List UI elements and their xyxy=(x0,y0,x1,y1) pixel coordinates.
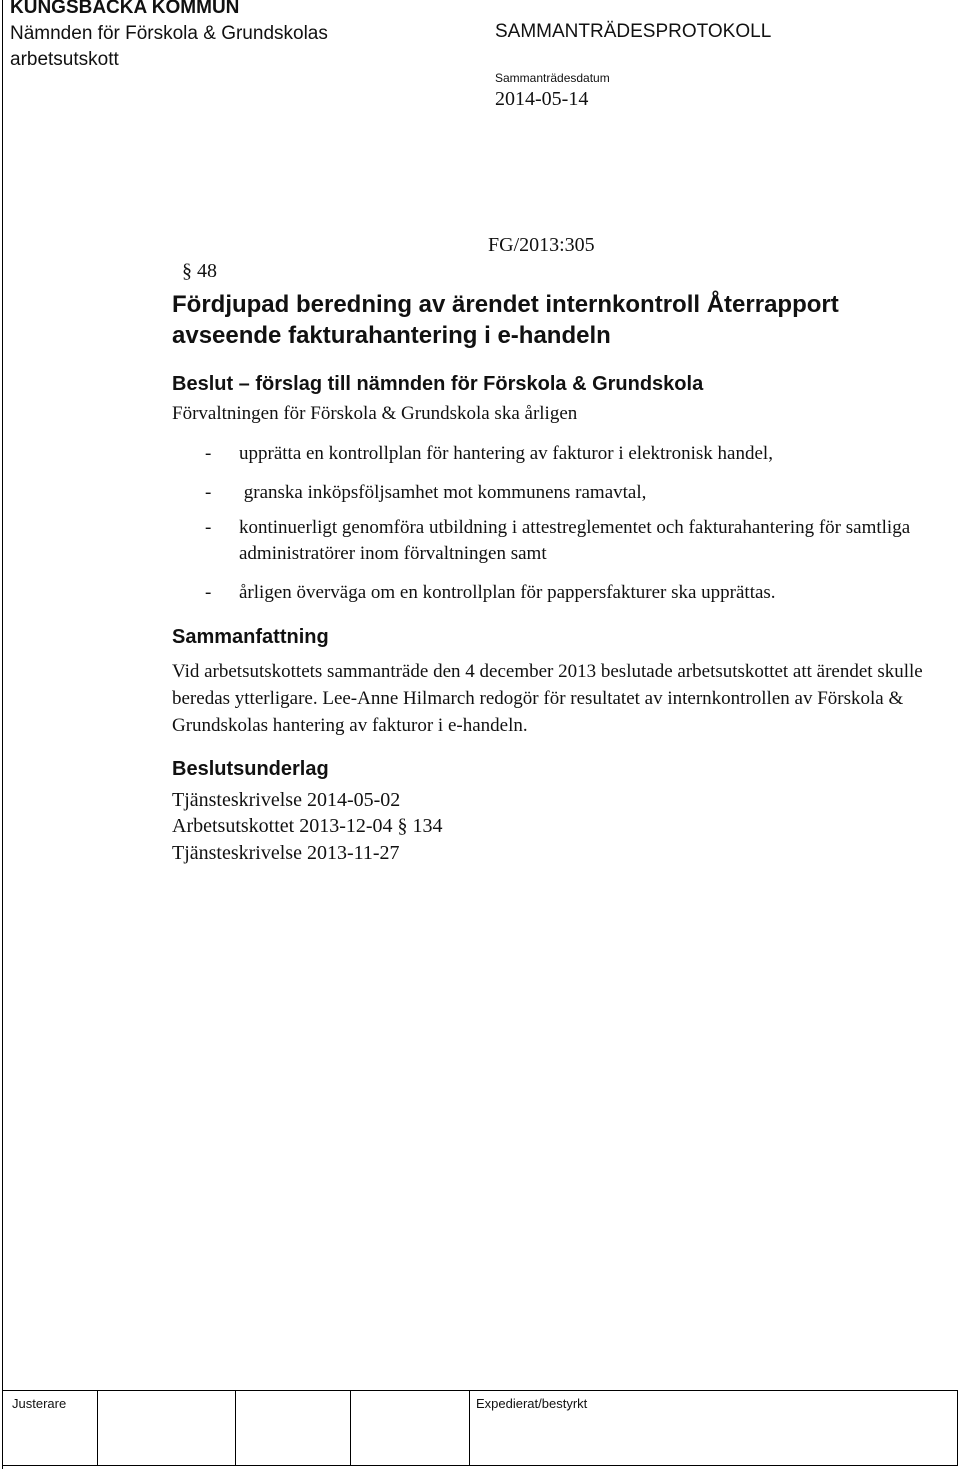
footer-top-rule xyxy=(2,1390,958,1391)
organization-name: KUNGSBACKA KOMMUN xyxy=(10,0,240,18)
basis-item: Tjänsteskrivelse 2014-05-02 xyxy=(172,789,401,811)
footer-divider xyxy=(235,1390,236,1466)
decision-heading: Beslut – förslag till nämnden för Förskola & Grundskola xyxy=(172,373,704,395)
paragraph-sign: § xyxy=(182,260,192,282)
committee-name: Nämnden för Förskola & Grundskolas arbetsutskott xyxy=(10,23,328,70)
item-title: Fördjupad beredning av ärendet internkontroll Återrapport avseende fakturahantering i e-handeln xyxy=(172,291,839,349)
footer-divider xyxy=(97,1390,98,1466)
footer-divider xyxy=(469,1390,470,1466)
list-item-text: årligen överväga om en kontrollplan för pappersfakturer ska upprättas. xyxy=(239,582,776,603)
footer-bottom-rule xyxy=(2,1465,958,1466)
summary-text: Vid arbetsutskottets sammanträde den 4 december 2013 beslutade arbetsutskottet att ärendet skulle beredas ytterligare. Lee-Anne Hilmarch redogör för resultatet av internkontrollen av Förskola & Grundskolas hantering av fakturor i e-handeln. xyxy=(172,661,923,736)
footer-divider xyxy=(350,1390,351,1466)
meeting-date: 2014-05-14 xyxy=(495,88,589,110)
meeting-date-label: Sammanträdesdatum xyxy=(495,71,610,85)
list-dash: - xyxy=(205,482,212,503)
list-dash: - xyxy=(205,582,212,603)
summary-heading: Sammanfattning xyxy=(172,626,329,648)
case-reference: FG/2013:305 xyxy=(488,234,595,256)
basis-item: Tjänsteskrivelse 2013-11-27 xyxy=(172,842,400,864)
decision-intro: Förvaltningen för Förskola & Grundskola ska årligen xyxy=(172,403,578,424)
page-frame-left xyxy=(2,0,3,1469)
paragraph-number: 48 xyxy=(197,260,217,282)
expedierat-label: Expedierat/bestyrkt xyxy=(476,1396,588,1411)
basis-heading: Beslutsunderlag xyxy=(172,758,329,780)
document-type: SAMMANTRÄDESPROTOKOLL xyxy=(495,21,772,42)
justerare-label: Justerare xyxy=(12,1396,67,1411)
list-dash: - xyxy=(205,517,212,538)
footer-right-rule xyxy=(957,1390,958,1466)
basis-item: Arbetsutskottet 2013-12-04 § 134 xyxy=(172,815,443,837)
list-dash: - xyxy=(205,443,212,464)
list-item-text: kontinuerligt genomföra utbildning i attestreglementet och fakturahantering för samtliga administratörer inom förvaltningen samt xyxy=(239,517,911,564)
list-item-text: upprätta en kontrollplan för hantering av fakturor i elektronisk handel, xyxy=(239,443,773,464)
list-item-text: granska inköpsföljsamhet mot kommunens ramavtal, xyxy=(239,482,647,503)
